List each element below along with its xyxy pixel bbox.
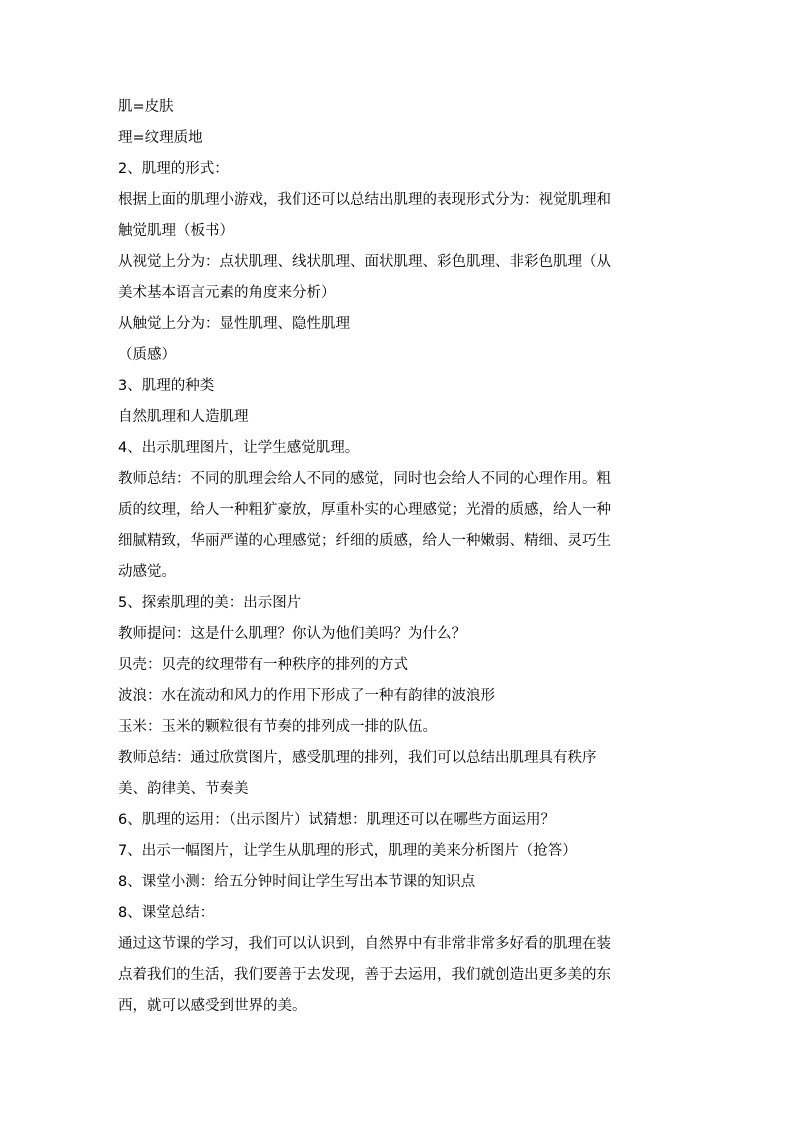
text-line: 点着我们的生活，我们要善于去发现，善于去运用，我们就创造出更多美的东 bbox=[118, 967, 611, 983]
text-line: 贝壳：贝壳的纹理带有一种秩序的排列的方式 bbox=[118, 657, 408, 673]
text-line: 从视觉上分为：点状肌理、线状肌理、面状肌理、彩色肌理、非彩色肌理（从 bbox=[118, 254, 611, 270]
text-line: 西，就可以感受到世界的美。 bbox=[118, 998, 307, 1014]
text-line: 根据上面的肌理小游戏，我们还可以总结出肌理的表现形式分为：视觉肌理和 bbox=[118, 192, 611, 208]
text-line: 教师总结：不同的肌理会给人不同的感觉，同时也会给人不同的心理作用。粗 bbox=[118, 471, 611, 487]
section-heading: 7、出示一幅图片，让学生从肌理的形式，肌理的美来分析图片（抢答） bbox=[118, 843, 577, 859]
section-heading: 5、探索肌理的美：出示图片 bbox=[118, 595, 302, 611]
text-line: 美、韵律美、节奏美 bbox=[118, 781, 249, 797]
section-heading: 2、肌理的形式： bbox=[118, 161, 229, 177]
section-heading: 4、出示肌理图片，让学生感觉肌理。 bbox=[118, 440, 360, 456]
text-line: （质感） bbox=[118, 347, 176, 363]
text-line: 细腻精致，华丽严谨的心理感觉；纤细的质感，给人一种嫩弱、精细、灵巧生 bbox=[118, 533, 611, 549]
text-line: 波浪：水在流动和风力的作用下形成了一种有韵律的波浪形 bbox=[118, 688, 495, 704]
document-body bbox=[118, 92, 678, 1022]
text-line: 肌=皮肤 bbox=[118, 99, 174, 115]
text-line: 触觉肌理（板书） bbox=[118, 223, 234, 239]
text-line: 通过这节课的学习，我们可以认识到，自然界中有非常非常多好看的肌理在装 bbox=[118, 936, 611, 952]
text-line: 从触觉上分为：显性肌理、隐性肌理 bbox=[118, 316, 350, 332]
text-line: 玉米：玉米的颗粒很有节奏的排列成一排的队伍。 bbox=[118, 719, 437, 735]
text-line: 美术基本语言元素的角度来分析） bbox=[118, 285, 336, 301]
section-heading: 8、课堂总结： bbox=[118, 905, 215, 921]
text-line: 教师提问：这是什么肌理？你认为他们美吗？为什么？ bbox=[118, 626, 466, 642]
text-line: 教师总结：通过欣赏图片，感受肌理的排列，我们可以总结出肌理具有秩序 bbox=[118, 750, 597, 766]
text-line: 质的纹理，给人一种粗犷豪放，厚重朴实的心理感觉；光滑的质感，给人一种 bbox=[118, 502, 611, 518]
section-heading: 8、课堂小测：给五分钟时间让学生写出本节课的知识点 bbox=[118, 874, 476, 890]
text-line: 自然肌理和人造肌理 bbox=[118, 409, 249, 425]
text-line: 动感觉。 bbox=[118, 564, 176, 580]
section-heading: 3、肌理的种类 bbox=[118, 378, 215, 394]
text-line: 理=纹理质地 bbox=[118, 130, 203, 146]
section-heading: 6、肌理的运用：（出示图片）试猜想：肌理还可以在哪些方面运用？ bbox=[118, 812, 555, 828]
